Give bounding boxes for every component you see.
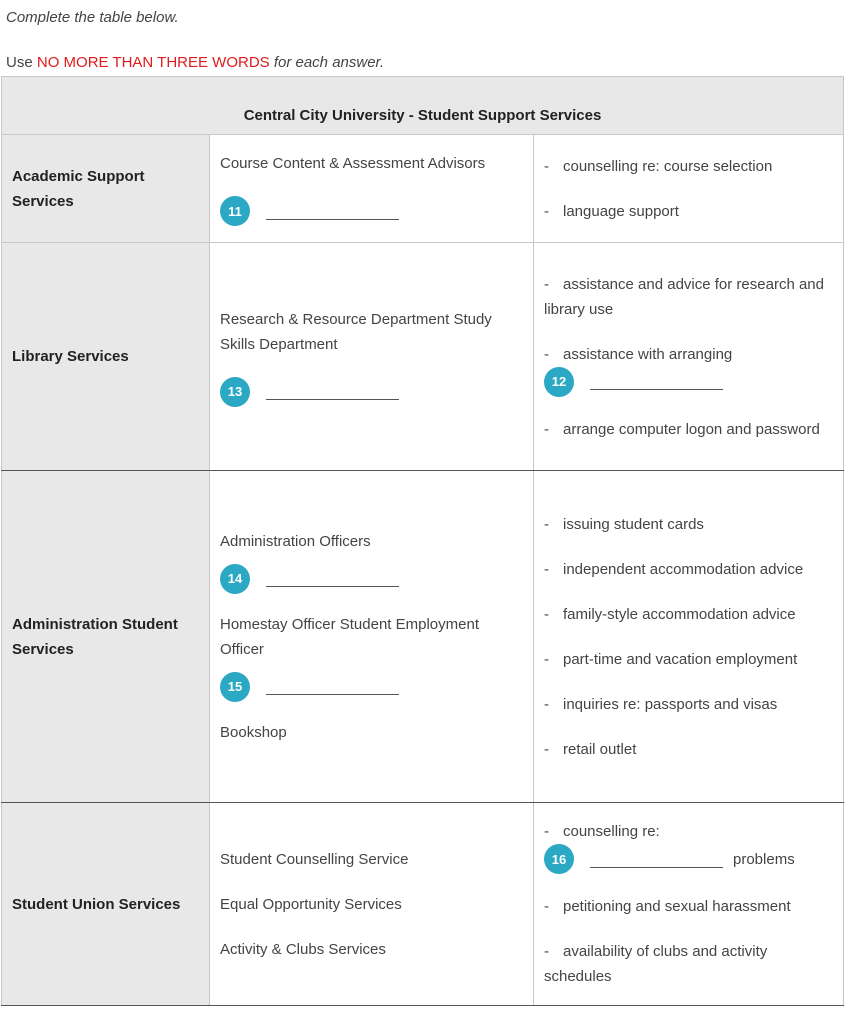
list-item: - arrange computer logon and password <box>544 420 820 438</box>
list-item: - assistance and advice for research and library use <box>544 275 824 318</box>
list-item: - petitioning and sexual harassment <box>544 898 791 915</box>
category-library: Library Services <box>2 243 210 471</box>
table-row-academic <box>2 135 844 243</box>
right-student-union <box>534 803 844 1006</box>
instruction-suffix: for each answer. <box>273 54 385 71</box>
instruction-word-limit <box>6 54 384 71</box>
table-row-student-union <box>2 803 844 1006</box>
list-item: - counselling re: <box>544 823 660 840</box>
table-row-library <box>2 243 844 471</box>
category-administration: Administration Student Services <box>2 471 210 803</box>
list-item: - retail outlet <box>544 740 637 758</box>
right-administration <box>534 471 844 803</box>
question-15 <box>220 672 523 702</box>
table-title-row <box>2 77 844 135</box>
blank-suffix-text: problems <box>733 850 795 868</box>
answer-blank-14[interactable] <box>266 570 399 587</box>
list-item: - family-style accommodation advice <box>544 605 796 623</box>
table-title: Central City University - Student Support Services <box>2 77 844 135</box>
question-14 <box>220 564 523 594</box>
middle-library <box>210 243 534 471</box>
middle-text: Bookshop <box>220 723 287 741</box>
middle-text: Equal Opportunity Services <box>220 895 402 913</box>
list-item: - independent accommodation advice <box>544 560 804 578</box>
category-student-union: Student Union Services <box>2 803 210 1006</box>
middle-administration <box>210 471 534 803</box>
right-academic <box>534 135 844 243</box>
middle-text: Administration Officers <box>220 532 371 550</box>
list-item: - issuing student cards <box>544 515 704 533</box>
middle-text: Homestay Officer Student Employment Officer <box>220 615 479 658</box>
question-13 <box>220 377 523 407</box>
list-item: - part-time and vacation employment <box>544 650 798 668</box>
question-number-badge: 16 <box>544 844 574 874</box>
right-library <box>534 243 844 471</box>
list-item: - language support <box>544 202 679 220</box>
question-11 <box>220 196 523 226</box>
middle-text: Course Content & Assessment Advisors <box>220 155 486 172</box>
answer-blank-11[interactable] <box>266 203 399 220</box>
middle-text: Student Counselling Service <box>220 850 409 868</box>
instruction-prefix: Use <box>6 54 33 71</box>
question-number-badge: 12 <box>544 367 574 397</box>
question-number-badge: 11 <box>220 196 250 226</box>
middle-text: Activity & Clubs Services <box>220 940 386 958</box>
category-academic: Academic Support Services <box>2 135 210 243</box>
question-number-badge: 13 <box>220 377 250 407</box>
question-16 <box>544 844 833 874</box>
support-services-table <box>1 76 844 1006</box>
answer-blank-13[interactable] <box>266 383 399 400</box>
middle-student-union <box>210 803 534 1006</box>
list-item: - assistance with arranging <box>544 345 733 363</box>
question-number-badge: 15 <box>220 672 250 702</box>
answer-blank-12[interactable] <box>590 373 723 390</box>
question-number-badge: 14 <box>220 564 250 594</box>
word-limit-highlight: NO MORE THAN THREE WORDS <box>36 54 270 71</box>
table-row-administration <box>2 471 844 803</box>
list-item: - counselling re: course selection <box>544 157 773 175</box>
list-item: - inquiries re: passports and visas <box>544 695 778 713</box>
list-item: - availability of clubs and activity schedules <box>544 943 768 985</box>
answer-blank-16[interactable] <box>590 851 723 868</box>
answer-blank-15[interactable] <box>266 678 399 695</box>
middle-text: Research & Resource Department Study Skills Department <box>220 310 492 353</box>
question-12 <box>544 367 833 397</box>
instruction-complete-table: Complete the table below. <box>6 9 179 26</box>
middle-academic <box>210 135 534 243</box>
